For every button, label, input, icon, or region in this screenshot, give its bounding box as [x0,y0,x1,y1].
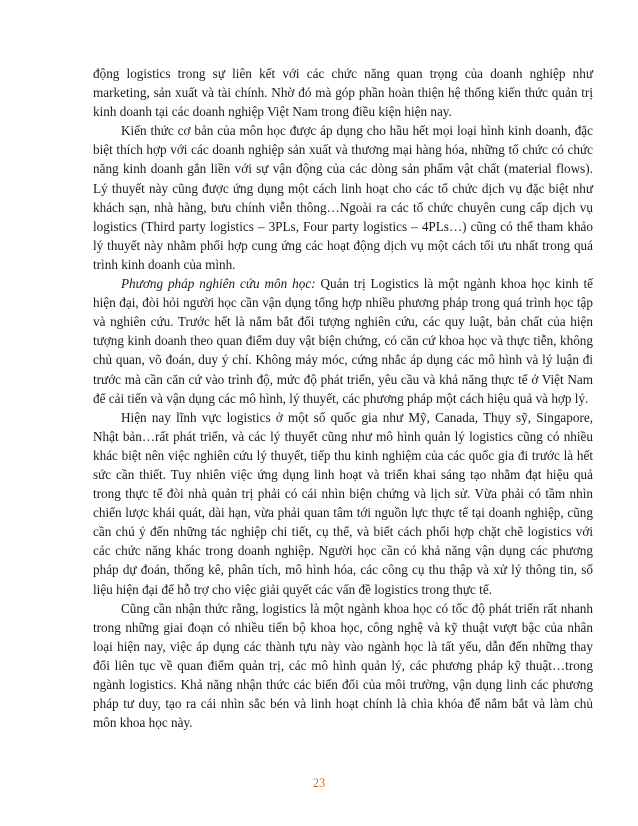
paragraph-3-text: Quản trị Logistics là một ngành khoa học kinh tế hiện đại, đòi hỏi người học cần vận dụng tổng hợp nhiều phương pháp trong quá trình học tập và nghiên cứu. Trước hết là nắm bắt đối tượng nghiên cứu, các quy luật, bản chất của hiện tượng kinh doanh theo quan điểm duy vật biện chứng, có căn cứ khoa học và thực tiễn, không chủ quan, võ đoán, duy ý chí. Không máy móc, cứng nhắc áp dụng các mô hình và lý luận đi trước mà cần căn cứ vào trình độ, mức độ phát triển, yêu cầu và khả năng thực tế ở Việt Nam để cải tiến và vận dụng các mô hình, lý thuyết, các phương pháp một cách hiệu quả và hợp lý. [93,276,593,406]
paragraph-4-text: Hiện nay lĩnh vực logistics ở một số quốc gia như Mỹ, Canada, Thụy sỹ, Singapore, Nhật bản…rất phát triển, và các lý thuyết cũng như mô hình quản lý logistics cũng có nhiều khác biệt nên việc nghiên cứu lý thuyết, tiếp thu kinh nghiệm của các quốc gia đi trước là hết sức cần thiết. Tuy nhiên việc ứng dụng linh hoạt và triển khai sáng tạo nhằm đạt hiệu quả trong thực tế đòi nhà quản trị phải có cái nhìn biện chứng và lịch sử. Vừa phải có tầm nhìn chiến lược khái quát, dài hạn, vừa phải quan tâm tới nguồn lực thực tế tại doanh nghiệp, cũng cần chú ý đến những tác nghiệp chi tiết, cụ thể, và biết cách phối hợp chặt chẽ logistics với các chức năng khác trong doanh nghiệp. Người học cần có khả năng vận dụng các phương pháp dự đoán, thống kê, phân tích, mô hình hóa, các công cụ thu thập và xử lý thông tin, số liệu hiện đại để hỗ trợ cho việc giải quyết các vấn đề logistics trong thực tế. [93,409,593,597]
paragraph-1-text: động logistics trong sự liên kết với các chức năng quan trọng của doanh nghiệp như marketing, sản xuất và tài chính. Nhờ đó mà góp phần hoàn thiện hệ thống kiến thức quản trị kinh doanh tại các doanh nghiệp Việt Nam trong điều kiện hiện nay. [93,66,593,120]
paragraph-2-text: Kiến thức cơ bản của môn học được áp dụng cho hầu hết mọi loại hình kinh doanh, đặc biệt thích hợp với các doanh nghiệp sản xuất và thương mại hàng hóa, những tổ chức có chức năng kinh doanh gắn liền với sự vận động của các dòng sản phẩm vật chất (material flows). Lý thuyết này cũng được ứng dụng một cách linh hoạt cho các tổ chức dịch vụ đặc biệt như khách sạn, nhà hàng, bưu chính viễn thông…Ngoài ra các tổ chức chuyên cung cấp dịch vụ logistics (Third party logistics – 3PLs, Four party logistics – 4PLs…) cũng có thể tham khảo lý thuyết này nhằm phối hợp cung ứng các hoạt động dịch vụ một cách tối ưu nhất trong quá trình kinh doanh của mình. [93,123,593,272]
paragraph-5 [93,599,593,733]
page-number: 23 [312,776,326,790]
paragraph-1 [93,64,593,121]
paragraph-4 [93,408,593,599]
paragraph-3-lead: Phương pháp nghiên cứu môn học: [121,276,316,292]
paragraph-5-text: Cũng cần nhận thức rằng, logistics là một ngành khoa học có tốc độ phát triển rất nhanh trong những giai đoạn có nhiều tiến bộ khoa học, công nghệ và kỹ thuật vượt bậc của nhân loại hiện nay, việc áp dụng các thành tựu này vào ngành học là tất yếu, dẫn đến những thay đổi liên tục về quan điểm quản trị, các mô hình quản lý, các phương pháp kỹ thuật…trong ngành logistics. Khả năng nhận thức các biến đổi của môi trường, vận dụng linh các phương pháp tư duy, tạo ra cái nhìn sắc bén và linh hoạt chính là chìa khóa để nắm bắt và làm chủ môn khoa học này. [93,600,593,731]
paragraph-2 [93,121,593,274]
document-page [93,64,593,732]
paragraph-3 [93,274,593,408]
